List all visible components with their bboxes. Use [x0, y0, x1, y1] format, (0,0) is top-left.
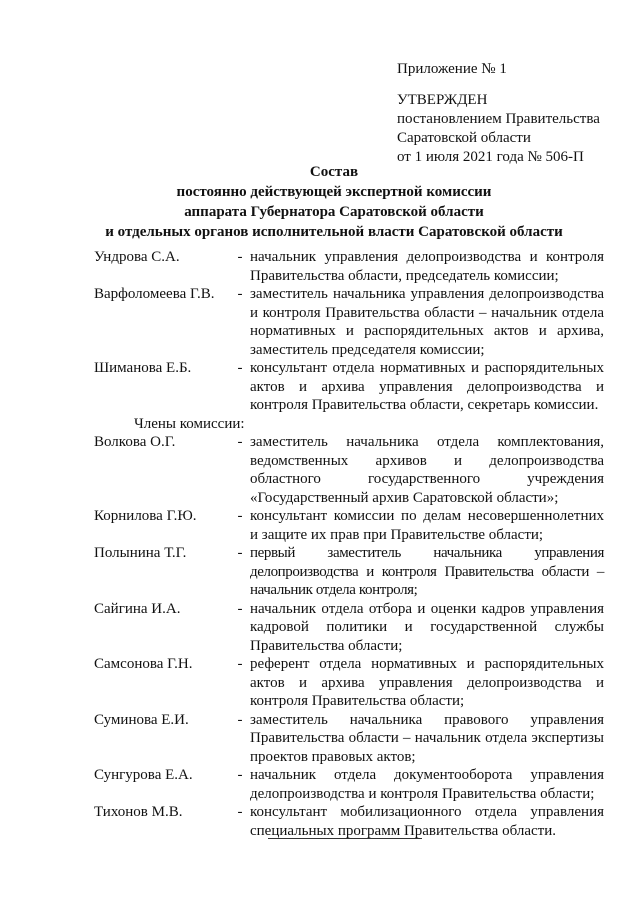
document-title — [60, 162, 608, 242]
member-role: заместитель начальника отдела комплектования, ведомственных архивов и делопроизводства областного государственного учреждения «Государственный архив Саратовской области»; — [250, 434, 604, 506]
member-name: Тихонов М.В. — [94, 804, 183, 820]
dash-separator: - — [237, 508, 243, 524]
member-row — [94, 248, 604, 285]
member-role: заместитель начальника управления делопроизводства и контроля Правительства области – начальник отдела нормативных и распорядительных актов и архива, заместитель председателя комиссии; — [250, 286, 604, 358]
member-row — [94, 600, 604, 656]
approved-region-line: Саратовской области — [397, 130, 531, 146]
member-name: Сайгина И.А. — [94, 600, 181, 617]
member-row — [94, 433, 604, 507]
dash-separator: - — [237, 249, 243, 265]
closing-rule-divider — [268, 838, 422, 839]
title-line-3: аппарата Губернатора Саратовской области — [184, 204, 484, 220]
member-role: консультант отдела нормативных и распорядительных актов и архива управления делопроизводства и контроля Правительства области, секретарь комиссии. — [250, 360, 604, 413]
member-row — [94, 655, 604, 711]
member-name: Корнилова Г.Ю. — [94, 508, 197, 524]
member-role: референт отдела нормативных и распорядительных актов и архива управления делопроизводства и контроля Правительства области; — [250, 656, 604, 709]
appendix-block — [397, 60, 617, 167]
dash-separator: - — [237, 711, 243, 728]
member-role: консультант мобилизационного отдела управления специальных программ Правительства области. — [250, 804, 604, 839]
dash-separator: - — [237, 360, 243, 376]
member-name: Самсонова Г.Н. — [94, 656, 193, 672]
member-row — [94, 803, 604, 840]
member-name: Ундрова С.А. — [94, 249, 180, 265]
approved-by-line: постановлением Правительства — [397, 111, 600, 127]
member-name: Суминова Е.И. — [94, 711, 189, 728]
member-row — [94, 285, 604, 359]
appendix-number: Приложение № 1 — [397, 61, 507, 77]
dash-separator: - — [237, 434, 243, 450]
member-name: Шиманова Е.Б. — [94, 360, 192, 376]
title-line-1: Состав — [309, 164, 359, 180]
member-role: начальник отдела документооборота управления делопроизводства и контроля Правительства области; — [250, 767, 604, 802]
dash-separator: - — [237, 804, 243, 820]
dash-separator: - — [237, 656, 243, 672]
dash-separator: - — [237, 286, 243, 302]
approved-stamp-text: УТВЕРЖДЕН — [397, 92, 488, 108]
member-role: заместитель начальника правового управления Правительства области – начальник отдела экспертизы проектов правовых актов; — [250, 711, 604, 765]
members-section-label: Члены комиссии: — [134, 415, 245, 432]
member-row — [94, 711, 604, 767]
dash-separator: - — [237, 600, 243, 617]
member-name: Варфоломеева Г.В. — [94, 286, 215, 302]
dash-separator: - — [237, 545, 243, 561]
member-name: Волкова О.Г. — [94, 434, 176, 450]
commission-members-list — [94, 248, 604, 840]
member-role: первый заместитель начальника управления делопроизводства и контроля Правительства области – начальник отдела контроля; — [250, 545, 604, 598]
member-row — [94, 766, 604, 803]
title-line-2: постоянно действующей экспертной комиссии — [176, 184, 492, 200]
approved-date-line: от 1 июля 2021 года № 506-П — [397, 149, 584, 165]
member-role: начальник отдела отбора и оценки кадров управления кадровой политики и государственной службы Правительства области; — [250, 600, 604, 654]
member-role: консультант комиссии по делам несовершеннолетних и защите их прав при Правительстве области; — [250, 508, 604, 543]
member-row — [94, 507, 604, 544]
member-name: Сунгурова Е.А. — [94, 767, 193, 783]
member-row — [94, 359, 604, 415]
member-name: Полынина Т.Г. — [94, 545, 187, 561]
title-line-4: и отдельных органов исполнительной власти Саратовской области — [105, 224, 563, 240]
member-role: начальник управления делопроизводства и контроля Правительства области, председатель комиссии; — [250, 249, 604, 284]
dash-separator: - — [237, 767, 243, 783]
member-row — [94, 544, 604, 600]
